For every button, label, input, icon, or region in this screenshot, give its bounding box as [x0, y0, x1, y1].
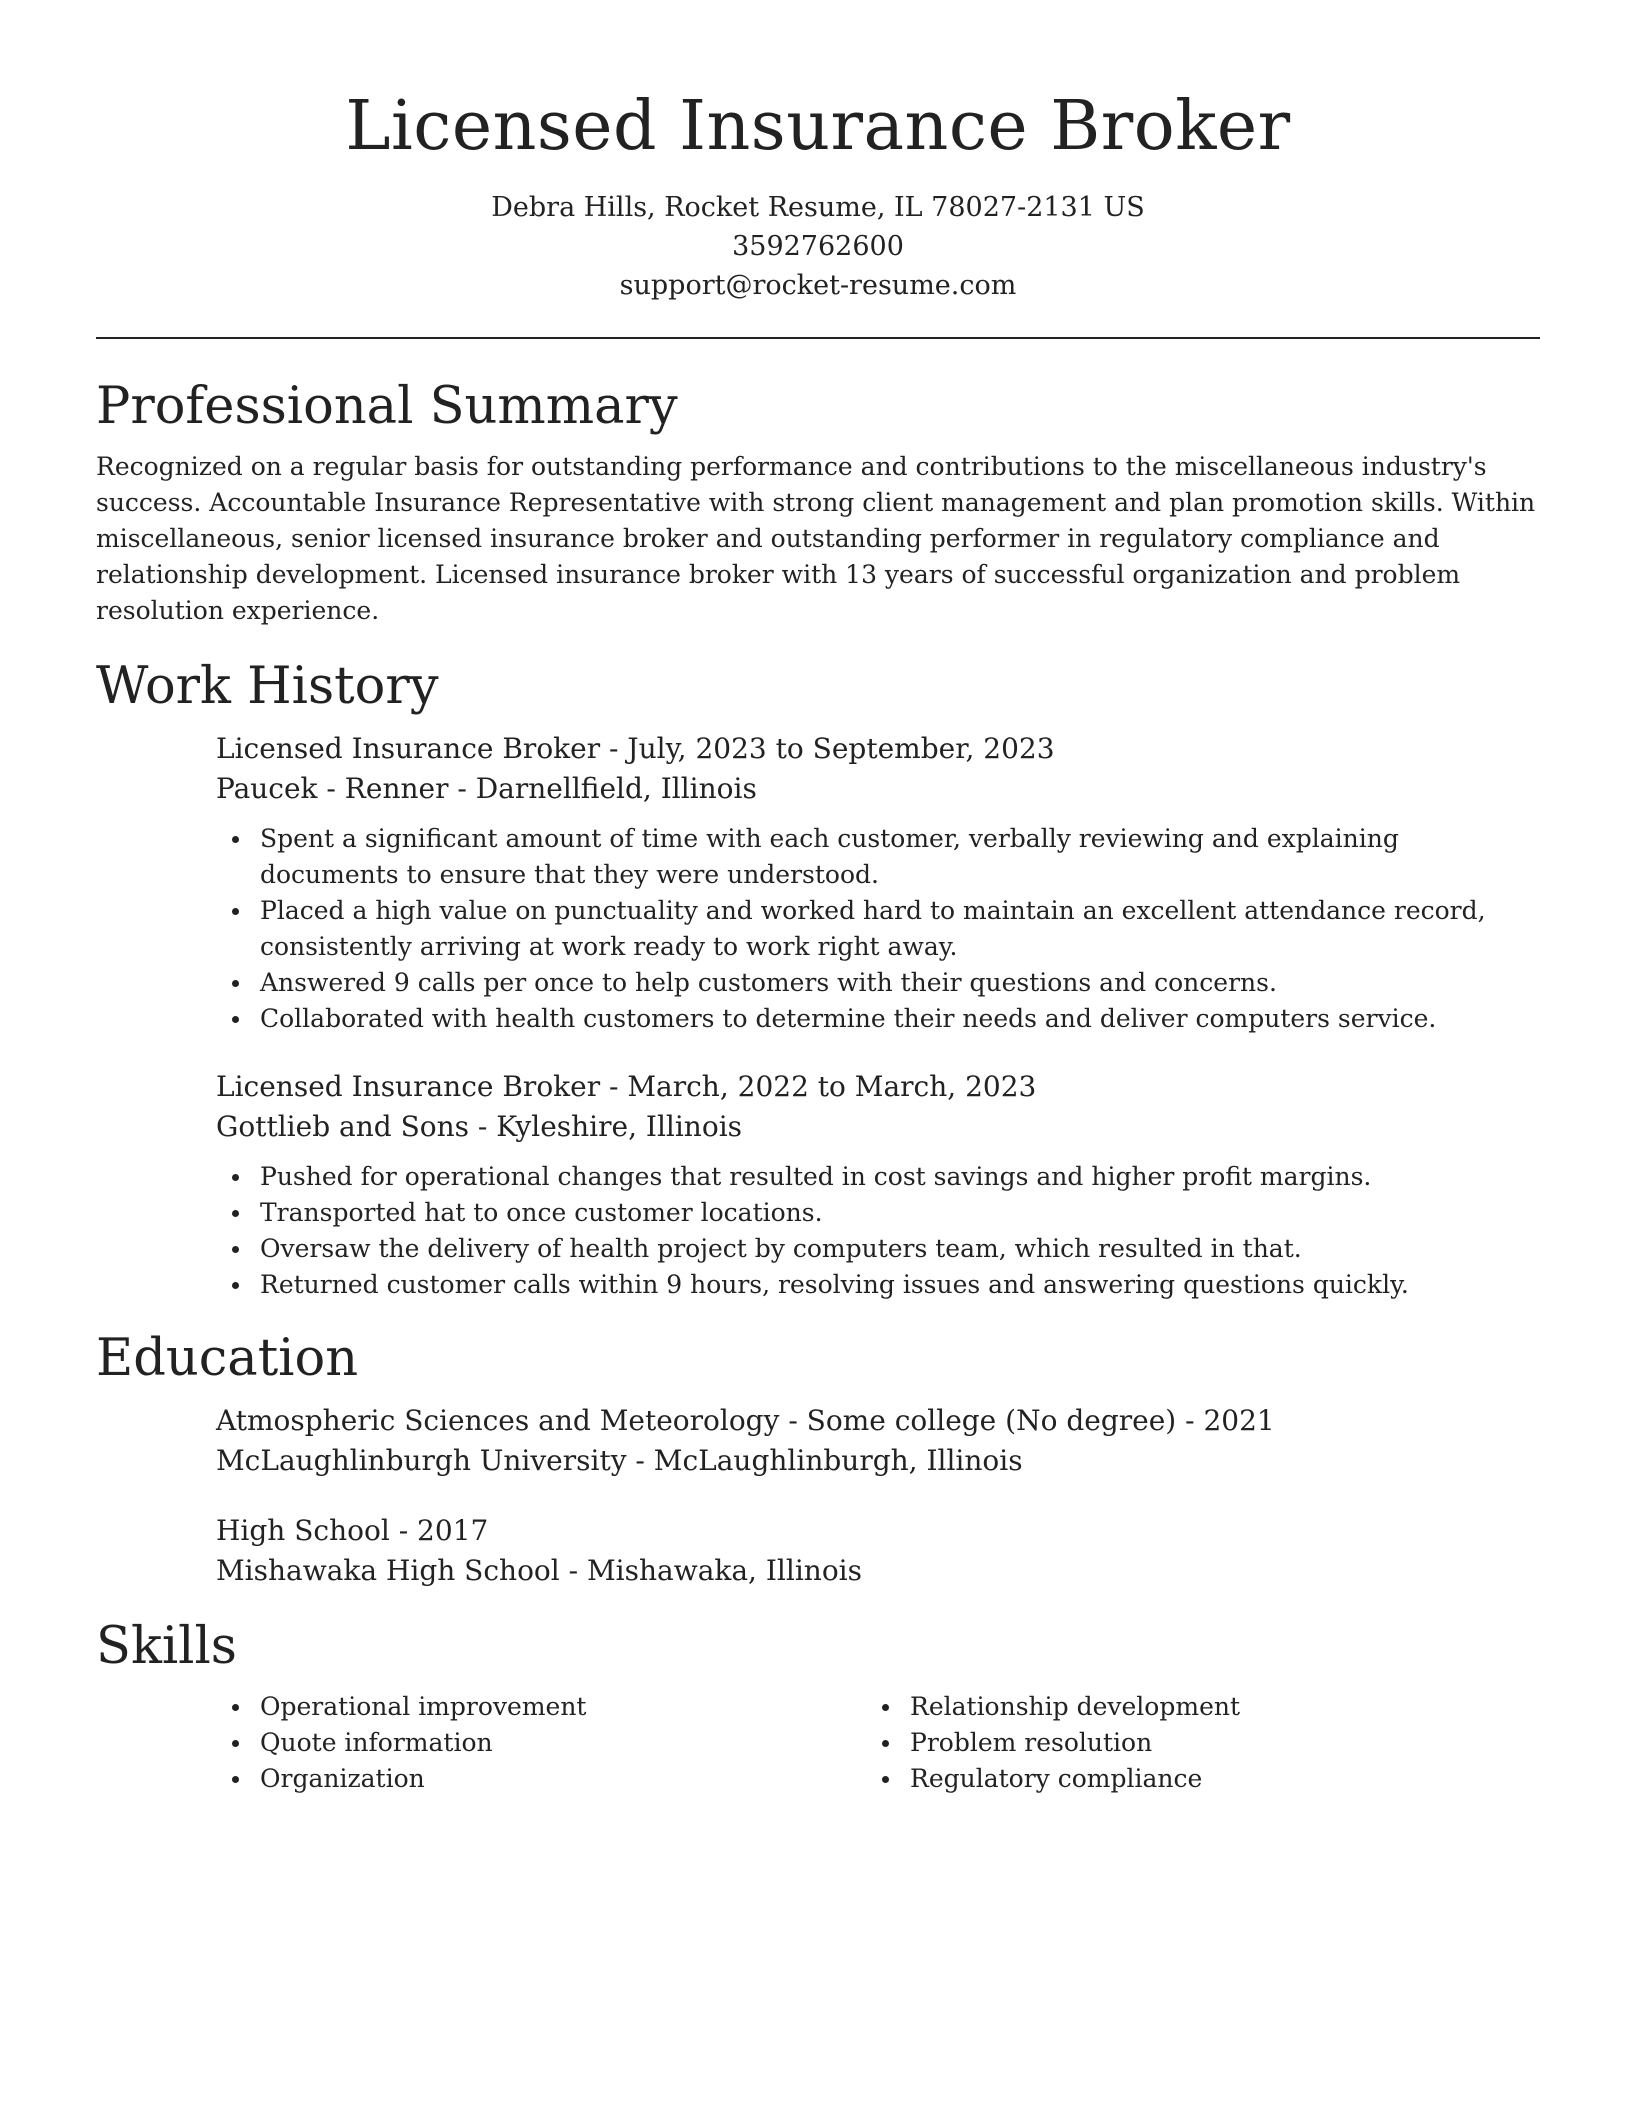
- skills-grid: [216, 1689, 1540, 1797]
- list-item: Placed a high value on punctuality and worked hard to maintain an excellent attendance record, consistently arriving at work ready to work right away.: [216, 893, 1540, 965]
- skills-column-left: [216, 1689, 866, 1797]
- summary-section: [96, 375, 1540, 629]
- school-location: - Mishawaka, Illinois: [559, 1554, 862, 1587]
- school-name: Mishawaka High School: [216, 1554, 560, 1587]
- job-dates: - March, 2022 to March, 2023: [600, 1070, 1037, 1103]
- education-section: [96, 1327, 1540, 1591]
- skills-section: [96, 1615, 1540, 1797]
- list-item: Answered 9 calls per once to help customers with their questions and concerns.: [216, 965, 1540, 1001]
- job-title-line: [216, 1067, 1540, 1107]
- skills-heading: Skills: [96, 1617, 237, 1676]
- job-location: - Kyleshire, Illinois: [469, 1110, 743, 1143]
- skill-item: Quote information: [216, 1725, 866, 1761]
- job-entry: [216, 729, 1540, 1037]
- skill-item: Regulatory compliance: [866, 1761, 1516, 1797]
- job-role: Licensed Insurance Broker: [216, 732, 601, 765]
- school-line: [216, 1441, 1540, 1481]
- contact-email: support@rocket-resume.com: [619, 270, 1017, 301]
- school-name: McLaughlinburgh University: [216, 1444, 627, 1477]
- job-role: Licensed Insurance Broker: [216, 1070, 601, 1103]
- job-entry: [216, 1067, 1540, 1303]
- work-heading: Work History: [96, 657, 439, 716]
- job-company: Gottlieb and Sons: [216, 1110, 470, 1143]
- skills-column-right: [866, 1689, 1516, 1797]
- resume-header: [96, 0, 1540, 305]
- contact-address: Debra Hills, Rocket Resume, IL 78027-2131 US: [491, 192, 1145, 223]
- summary-text: Recognized on a regular basis for outstanding performance and contributions to the miscellaneous industry's success. Accountable Insurance Representative with strong client management and plan promotion skills. Within miscellaneous, senior licensed insurance broker and outstanding performer in regulatory compliance and relationship development. Licensed insurance broker with 13 years of successful organization and problem resolution experience.: [96, 452, 1536, 625]
- contact-phone: 3592762600: [732, 231, 904, 262]
- summary-heading: Professional Summary: [96, 377, 678, 436]
- job-title-line: [216, 729, 1540, 769]
- list-item: Transported hat to once customer locations.: [216, 1195, 1540, 1231]
- job-company-line: [216, 1107, 1540, 1147]
- list-item: Spent a significant amount of time with each customer, verbally reviewing and explaining documents to ensure that they were understood.: [216, 821, 1540, 893]
- list-item: Oversaw the delivery of health project by computers team, which resulted in that.: [216, 1231, 1540, 1267]
- work-section: [96, 655, 1540, 1303]
- job-dates: - July, 2023 to September, 2023: [600, 732, 1055, 765]
- list-item: Returned customer calls within 9 hours, resolving issues and answering questions quickly.: [216, 1267, 1540, 1303]
- school-line: [216, 1551, 1540, 1591]
- job-location: - Darnellfield, Illinois: [448, 772, 757, 805]
- degree-name: High School: [216, 1514, 390, 1547]
- education-entry: [216, 1511, 1540, 1591]
- degree-year: - 2017: [389, 1514, 489, 1547]
- degree-line: [216, 1511, 1540, 1551]
- resume-title: Licensed Insurance Broker: [345, 87, 1291, 166]
- job-bullets: [216, 821, 1540, 1037]
- skill-item: Problem resolution: [866, 1725, 1516, 1761]
- skill-item: Relationship development: [866, 1689, 1516, 1725]
- list-item: Pushed for operational changes that resulted in cost savings and higher profit margins.: [216, 1159, 1540, 1195]
- degree-line: [216, 1401, 1540, 1441]
- job-company: Paucek - Renner: [216, 772, 449, 805]
- school-location: - McLaughlinburgh, Illinois: [626, 1444, 1023, 1477]
- skill-item: Operational improvement: [216, 1689, 866, 1725]
- header-divider: [96, 337, 1540, 339]
- resume-page: [96, 0, 1540, 1797]
- job-bullets: [216, 1159, 1540, 1303]
- education-entry: [216, 1401, 1540, 1481]
- list-item: Collaborated with health customers to determine their needs and deliver computers service.: [216, 1001, 1540, 1037]
- degree-name: Atmospheric Sciences and Meteorology - Some college (No degree): [216, 1404, 1177, 1437]
- contact-block: [96, 188, 1540, 305]
- education-heading: Education: [96, 1329, 359, 1388]
- job-company-line: [216, 769, 1540, 809]
- degree-year: - 2021: [1176, 1404, 1275, 1437]
- skill-item: Organization: [216, 1761, 866, 1797]
